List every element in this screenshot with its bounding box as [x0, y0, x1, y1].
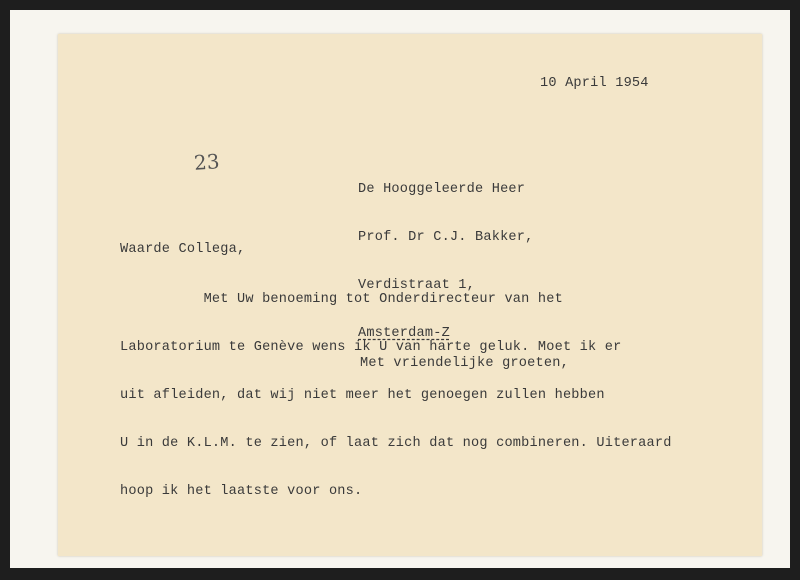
- letter-body: [120, 260, 672, 532]
- address-line: Verdistraat 1,: [358, 278, 476, 293]
- body-line: uit afleiden, dat wij niet meer het genoegen zullen hebben: [120, 388, 605, 403]
- body-line: Met Uw benoeming tot Onderdirecteur van het: [120, 292, 563, 307]
- body-line: Laboratorium te Genève wens ik U van harte geluk. Moet ik er: [120, 340, 622, 355]
- salutation: Waarde Collega,: [120, 242, 246, 257]
- body-line: U in de K.L.M. te zien, of laat zich dat nog combineren. Uiteraard: [120, 436, 672, 451]
- address-line: Prof. Dr C.J. Bakker,: [358, 230, 534, 245]
- body-line: hoop ik het laatste voor ons.: [120, 484, 363, 499]
- letter-date: 10 April 1954: [540, 76, 649, 91]
- scan-mount: [10, 10, 790, 568]
- address-city: Amsterdam-Z: [358, 326, 450, 341]
- closing: Met vriendelijke groeten,: [360, 356, 569, 371]
- handwritten-number: 23: [193, 149, 221, 175]
- address-line: De Hooggeleerde Heer: [358, 182, 526, 197]
